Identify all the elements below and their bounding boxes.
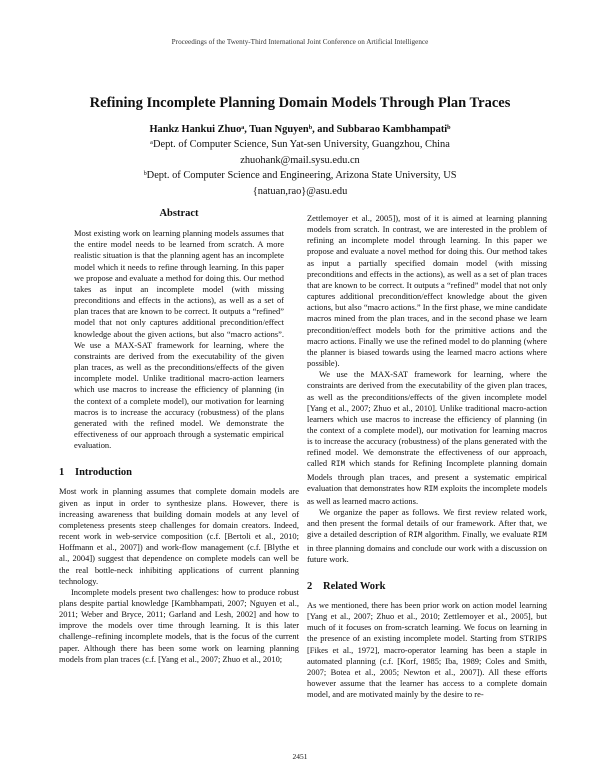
section-title: Introduction <box>75 467 132 479</box>
affiliation-a: ᵃDept. of Computer Science, Sun Yat-sen University, Guangzhou, China <box>150 139 450 151</box>
section-number: 1 <box>59 467 65 479</box>
left-column <box>59 208 299 665</box>
related-work-paragraph: As we mentioned, there has been prior work on action model learning [Yang et al., 2007; Zhuo et al., 2010; Zettlemoyer et al., 2005], but much of it focuses on from-scratch learning. We focus on learning in the presence of an existing incomplete model. Starting from STRIPS [Fikes et al., 1972], macro-operator learning has been a staple in automated planning (c.f. [Korf, 1985; Iba, 1989; Coles and Smith, 2007; Botea et al., 2005; Newton et al., 2007]). All these efforts however assume that the learner has access to a complete domain model, and are motivated mainly by the desire to re- <box>307 600 547 700</box>
author-block <box>40 122 560 199</box>
email-b: {natuan,rao}@asu.edu <box>252 185 348 197</box>
section-number: 2 <box>307 580 313 592</box>
paper-title: Refining Incomplete Planning Domain Models Through Plan Traces <box>89 95 511 111</box>
rim-name: RIM <box>532 532 547 541</box>
intro-paragraph-1: Most work in planning assumes that complete domain models are given as input in order to synthesize plans. However, there is increasing awareness that building domain models at any level of completeness presents steep challenges for domain creators. Indeed, recent work in web-service composition (c.f. [Bertoli et al., 2010; Hoffmann et al., 2007]) and work-flow management (c.f. [Blythe et al., 2004]) suggest that dependence on complete models can well be the real bottle-neck inhibiting applications of current planning technology. <box>59 486 299 586</box>
proceedings-header: Proceedings of the Twenty-Third International Joint Conference on Artificial Intelligence <box>171 38 429 46</box>
section-heading-introduction <box>59 467 299 478</box>
intro-paragraph-2-continued: Zettlemoyer et al., 2005]), most of it is aimed at learning planning models from scratch. In contrast, we are interested in the problem of refining an incomplete model through learning. In this paper we propose and evaluate a novel method for doing this. Our method takes as input a partially specified domain model (with missing preconditions and effects in the actions), as well as a set of plan traces that are known to be correct. It outputs a “refined” model that not only captures additional precondition/effect knowledge about the given actions, but also “macro actions.” In the first phase, we mine candidate macros mined from the plan traces, and in the second phase we learn precondition/effect models both for the primitive actions and the macro actions. Finally we use the refined model to do planning (where the planner is biased towards using the learned macro actions where possible). <box>307 213 547 369</box>
abstract-text: Most existing work on learning planning models assumes that the entire model needs to be learned from scratch. A more realistic situation is that the planning agent has an incomplete model which it needs to refine through learning. In this paper we propose and evaluate a method for doing this. Our method takes as input an incomplete model (with missing preconditions and effects in the actions), as well as a set of plan traces that are known to be correct. It outputs a “refined” model that not only captures additional precondition/effect knowledge about the given actions, but also “macro actions”. We use a MAX-SAT framework for learning, where the constraints are derived from the executability of the given plan traces, as well as the preconditions/effects of the given incomplete model. Unlike traditional macro-action learners which use macros to increase the efficiency of planning (in the context of a complete model), our motivation for learning macros is to increase the accuracy (robustness) of the plans generated with the refined model. We demonstrate the effectiveness of our approach through a systematic empirical evaluation. <box>74 228 284 451</box>
author-names: Hankz Hankui Zhuoᵃ, Tuan Nguyenᵇ, and Subbarao Kambhampatiᵇ <box>149 124 451 135</box>
rim-name: RIM <box>408 532 423 541</box>
intro-paragraph-3: We use the MAX-SAT framework for learning, where the constraints are derived from the executability of the given plan traces, as well as the preconditions/effects of the given incomplete model [Yang et al., 2007; Zhuo et al., 2010]. Unlike traditional macro-action learners which use macros to increase the efficiency of planning (in the context of a complete model), our motivation for learning macros is to increase the accuracy (robustness) of the plans generated with the refined model. We demonstrate the effectiveness of our approach, called RIM which stands for Refining Incomplete planning domain Models through plan traces, and present a systematic empirical evaluation that demonstrates how RIM exploits the incomplete models as well as learned macro actions. <box>307 369 547 506</box>
intro-paragraph-4: We organize the paper as follows. We first review related work, and then present the formal details of our framework. After that, we give a detailed description of RIM algorithm. Finally, we evaluate RIM in three planning domains and conclude our work with a discussion on future work. <box>307 507 547 564</box>
page-number: 2451 <box>292 752 308 761</box>
section-heading-related-work <box>307 581 547 592</box>
abstract-heading: Abstract <box>159 208 199 219</box>
rim-name: RIM <box>331 461 346 470</box>
intro-paragraph-2: Incomplete models present two challenges: how to produce robust plans despite partial knowledge [Kambhampati, 2007; Nguyen et al., 2011; Weber and Bryce, 2011; Garland and Lesh, 2002] and how to improve the models over time through learning. It is this later challenge–refining incomplete models, that is the focus of the current paper. Although there has been some work on learning planning models from plan traces (c.f. [Yang et al., 2007; Zhuo et al., 2010; <box>59 586 299 664</box>
section-title: Related Work <box>323 580 386 592</box>
rim-name: RIM <box>423 485 438 494</box>
right-column <box>307 213 547 700</box>
affiliation-b: ᵇDept. of Computer Science and Engineering, Arizona State University, US <box>143 170 457 182</box>
email-a: zhuohank@mail.sysu.edu.cn <box>240 154 360 166</box>
